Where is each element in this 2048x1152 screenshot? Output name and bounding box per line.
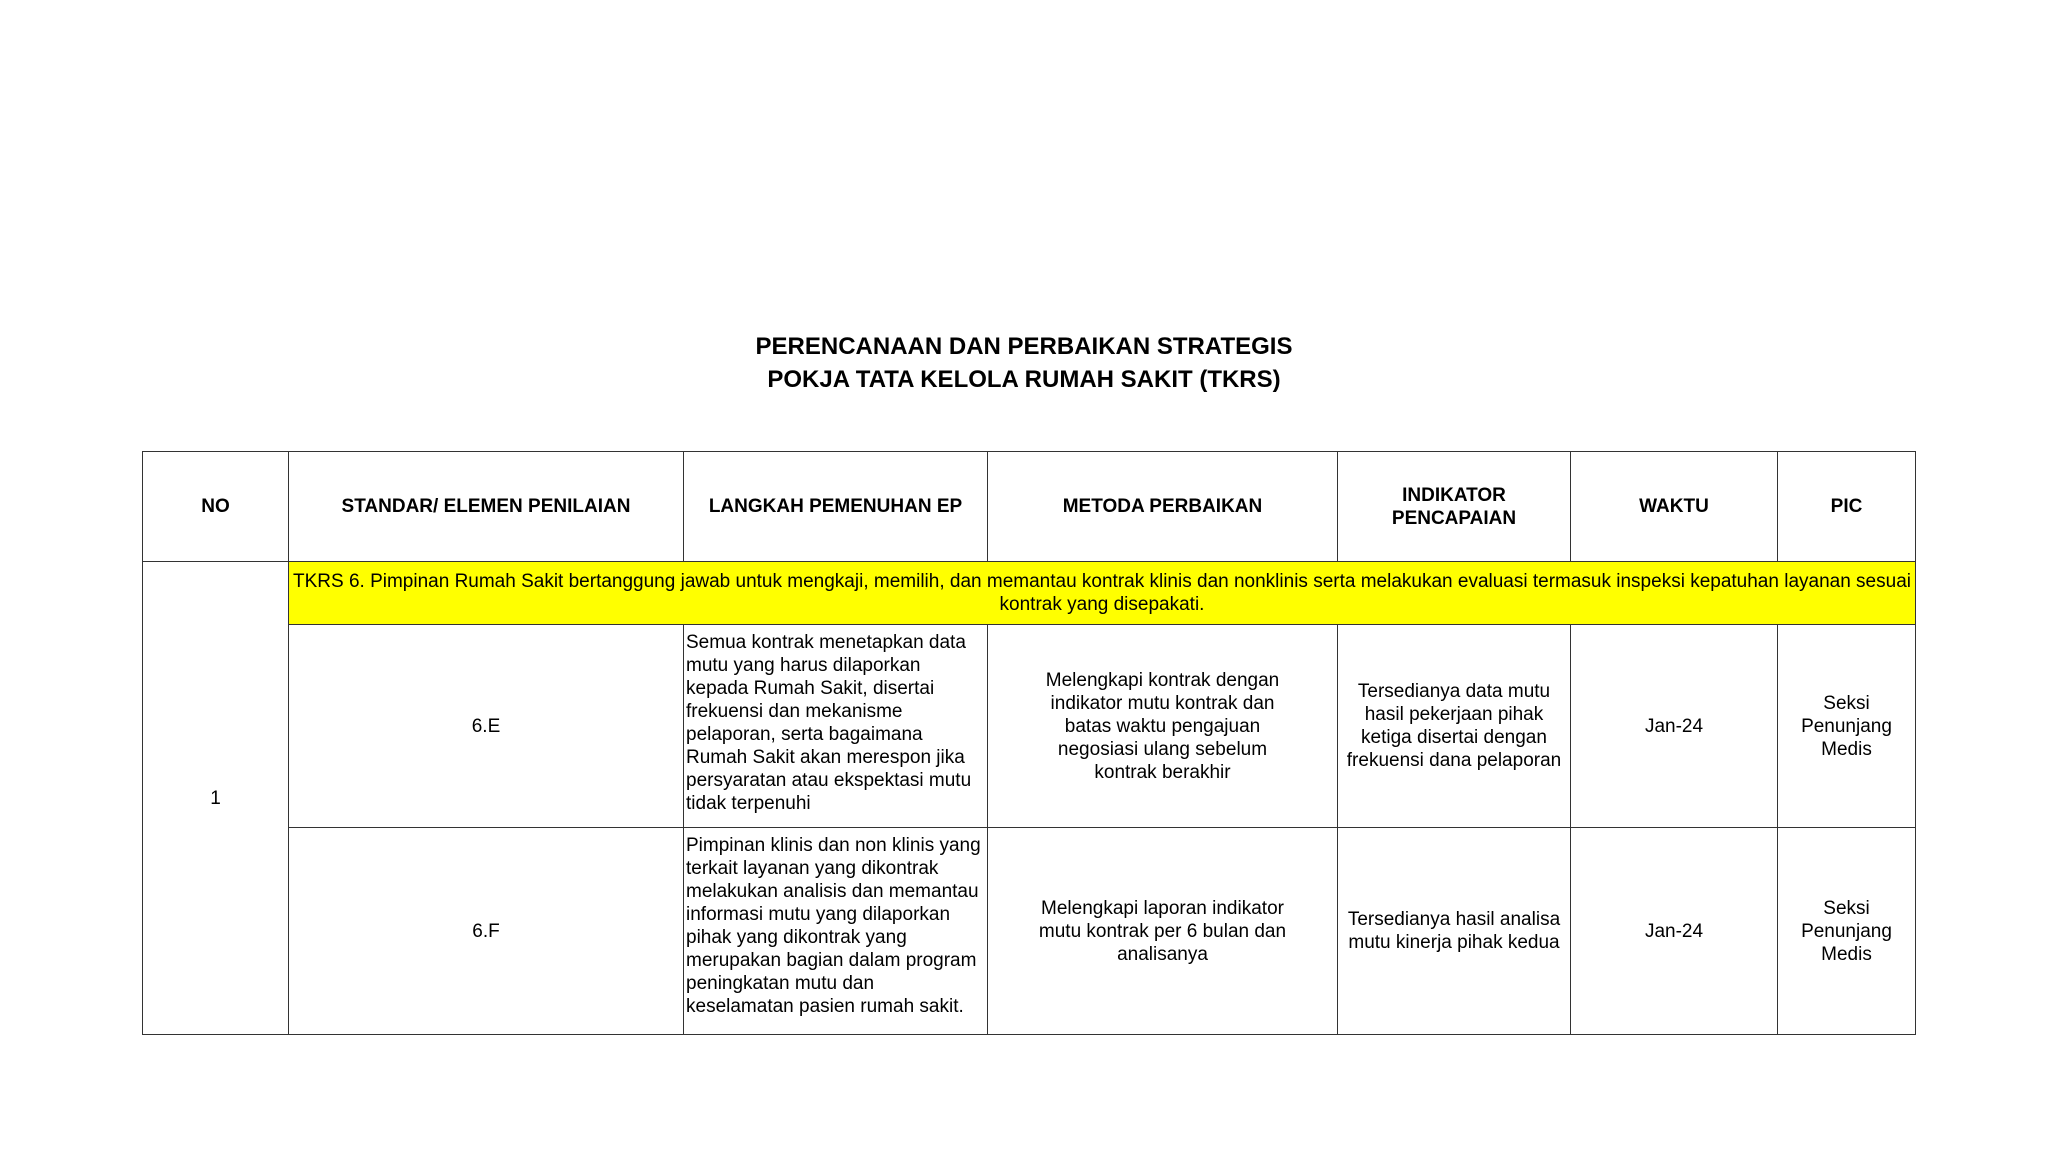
elemen-cell: 6.E xyxy=(289,625,684,828)
header-standar: STANDAR/ ELEMEN PENILAIAN xyxy=(289,452,684,562)
page-subtitle: POKJA TATA KELOLA RUMAH SAKIT (TKRS) xyxy=(767,366,1281,393)
header-metoda: METODA PERBAIKAN xyxy=(988,452,1338,562)
langkah-cell: Pimpinan klinis dan non klinis yang terkait layanan yang dikontrak melakukan analisis dan memantau informasi mutu yang dilaporkan pihak yang dikontrak yang merupakan bagian dalam program peningkatan mutu dan keselamatan pasien rumah sakit. xyxy=(684,828,988,1035)
waktu-cell: Jan-24 xyxy=(1571,828,1778,1035)
elemen-cell: 6.F xyxy=(289,828,684,1035)
metoda-cell: Melengkapi kontrak dengan indikator mutu kontrak dan batas waktu pengajuan negosiasi ulang sebelum kontrak berakhir xyxy=(988,625,1338,828)
pic-cell: Seksi Penunjang Medis xyxy=(1778,828,1916,1035)
strategic-plan-table xyxy=(142,451,1916,1035)
standard-row xyxy=(143,562,1916,625)
indikator-cell: Tersedianya data mutu hasil pekerjaan pihak ketiga disertai dengan frekuensi dana pelaporan xyxy=(1338,625,1571,828)
pic-cell: Seksi Penunjang Medis xyxy=(1778,625,1916,828)
table-row xyxy=(143,828,1916,1035)
standard-highlight-text: TKRS 6. Pimpinan Rumah Sakit bertanggung jawab untuk mengkaji, memilih, dan memantau kontrak klinis dan nonklinis serta melakukan evaluasi termasuk inspeksi kepatuhan layanan sesuai kontrak yang disepakati. xyxy=(289,562,1916,625)
header-waktu: WAKTU xyxy=(1571,452,1778,562)
header-no: NO xyxy=(143,452,289,562)
langkah-cell: Semua kontrak menetapkan data mutu yang harus dilaporkan kepada Rumah Sakit, disertai frekuensi dan mekanisme pelaporan, serta bagaimana Rumah Sakit akan merespon jika persyaratan atau ekspektasi mutu tidak terpenuhi xyxy=(684,625,988,828)
page-title: PERENCANAAN DAN PERBAIKAN STRATEGIS xyxy=(755,333,1293,360)
waktu-cell: Jan-24 xyxy=(1571,625,1778,828)
indikator-cell: Tersedianya hasil analisa mutu kinerja pihak kedua xyxy=(1338,828,1571,1035)
table-header-row xyxy=(143,452,1916,562)
header-langkah: LANGKAH PEMENUHAN EP xyxy=(684,452,988,562)
header-pic: PIC xyxy=(1778,452,1916,562)
table-row xyxy=(143,625,1916,828)
row-number: 1 xyxy=(143,562,289,1035)
metoda-cell: Melengkapi laporan indikator mutu kontrak per 6 bulan dan analisanya xyxy=(988,828,1338,1035)
header-indikator: INDIKATOR PENCAPAIAN xyxy=(1338,452,1571,562)
